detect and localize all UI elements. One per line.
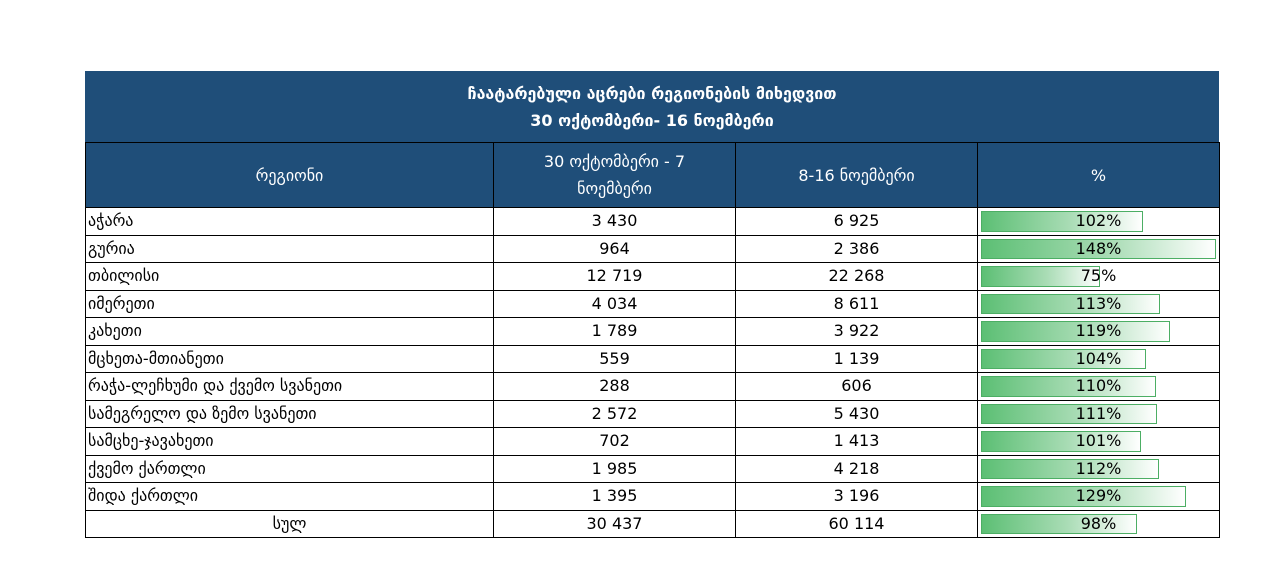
table-body xyxy=(86,208,1220,538)
percent-label: 129% xyxy=(1075,486,1122,506)
table-row xyxy=(86,345,1220,373)
percent-label: 113% xyxy=(1075,293,1122,313)
percent-label: 119% xyxy=(1075,321,1122,341)
percent-cell xyxy=(978,235,1220,263)
period2-cell: 6 925 xyxy=(736,208,978,236)
table-row xyxy=(86,373,1220,401)
table-row xyxy=(86,263,1220,291)
header-percent: % xyxy=(978,143,1220,208)
period2-cell: 4 218 xyxy=(736,455,978,483)
period1-cell: 288 xyxy=(494,373,736,401)
period2-cell: 1 413 xyxy=(736,428,978,456)
percent-cell xyxy=(978,455,1220,483)
region-cell: იმერეთი xyxy=(86,290,494,318)
region-cell: სამეგრელო და ზემო სვანეთი xyxy=(86,400,494,428)
header-period1-line2: ნოემბერი xyxy=(577,179,652,198)
period2-cell: 60 114 xyxy=(736,510,978,538)
table-row xyxy=(86,318,1220,346)
table-title-line2: 30 ოქტომბერი- 16 ნოემბერი xyxy=(530,110,774,130)
region-cell: მცხეთა-მთიანეთი xyxy=(86,345,494,373)
period1-cell: 559 xyxy=(494,345,736,373)
period2-cell: 8 611 xyxy=(736,290,978,318)
period1-cell: 1 789 xyxy=(494,318,736,346)
period2-cell: 3 922 xyxy=(736,318,978,346)
period2-cell: 3 196 xyxy=(736,483,978,511)
header-region: რეგიონი xyxy=(86,143,494,208)
period1-cell: 1 395 xyxy=(494,483,736,511)
percent-cell xyxy=(978,400,1220,428)
percent-label: 75% xyxy=(1080,266,1117,286)
region-cell: აჭარა xyxy=(86,208,494,236)
total-row xyxy=(86,510,1220,538)
percent-cell xyxy=(978,345,1220,373)
region-cell: სამცხე-ჯავახეთი xyxy=(86,428,494,456)
percent-cell xyxy=(978,428,1220,456)
percent-cell xyxy=(978,208,1220,236)
region-cell: ქვემო ქართლი xyxy=(86,455,494,483)
percent-cell xyxy=(978,263,1220,291)
table-row xyxy=(86,428,1220,456)
period2-cell: 606 xyxy=(736,373,978,401)
percent-label: 98% xyxy=(1080,513,1117,533)
header-period1 xyxy=(494,143,736,208)
region-cell: სულ xyxy=(86,510,494,538)
header-row xyxy=(86,143,1220,208)
table-row xyxy=(86,483,1220,511)
table-row xyxy=(86,208,1220,236)
percent-label: 112% xyxy=(1075,458,1122,478)
period1-cell: 3 430 xyxy=(494,208,736,236)
percent-cell xyxy=(978,318,1220,346)
vaccination-table xyxy=(85,142,1220,538)
region-cell: რაჭა-ლეჩხუმი და ქვემო სვანეთი xyxy=(86,373,494,401)
percent-cell xyxy=(978,483,1220,511)
period2-cell: 1 139 xyxy=(736,345,978,373)
percent-label: 148% xyxy=(1075,238,1122,258)
region-cell: თბილისი xyxy=(86,263,494,291)
period1-cell: 2 572 xyxy=(494,400,736,428)
period2-cell: 22 268 xyxy=(736,263,978,291)
region-cell: გურია xyxy=(86,235,494,263)
table-row xyxy=(86,400,1220,428)
percent-label: 102% xyxy=(1075,211,1122,231)
header-period2: 8-16 ნოემბერი xyxy=(736,143,978,208)
table-row xyxy=(86,455,1220,483)
period1-cell: 964 xyxy=(494,235,736,263)
table-row xyxy=(86,290,1220,318)
period1-cell: 702 xyxy=(494,428,736,456)
percent-label: 111% xyxy=(1075,403,1122,423)
period1-cell: 12 719 xyxy=(494,263,736,291)
vaccination-table-container xyxy=(85,71,1219,538)
percent-cell xyxy=(978,290,1220,318)
period1-cell: 1 985 xyxy=(494,455,736,483)
period1-cell: 4 034 xyxy=(494,290,736,318)
percent-label: 110% xyxy=(1075,376,1122,396)
percent-label: 104% xyxy=(1075,348,1122,368)
percent-label: 101% xyxy=(1075,431,1122,451)
percent-cell xyxy=(978,510,1220,538)
region-cell: შიდა ქართლი xyxy=(86,483,494,511)
percent-cell xyxy=(978,373,1220,401)
table-title xyxy=(85,71,1219,142)
table-row xyxy=(86,235,1220,263)
period2-cell: 5 430 xyxy=(736,400,978,428)
period1-cell: 30 437 xyxy=(494,510,736,538)
region-cell: კახეთი xyxy=(86,318,494,346)
period2-cell: 2 386 xyxy=(736,235,978,263)
table-title-line1: ჩაატარებული აცრები რეგიონების მიხედვით xyxy=(467,83,837,103)
header-period1-line1: 30 ოქტომბერი - 7 xyxy=(543,152,686,171)
